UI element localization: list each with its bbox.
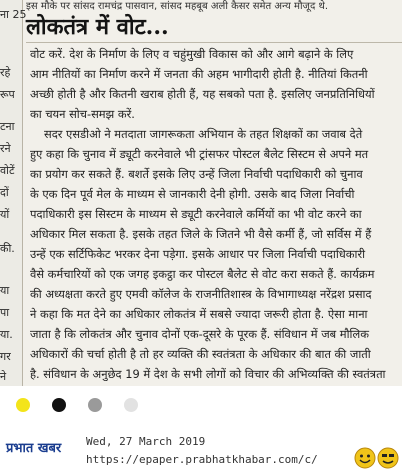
divider	[26, 42, 402, 43]
gray-dot-icon	[88, 398, 102, 412]
color-swatch-row	[0, 392, 402, 424]
left-fragment: पा	[0, 306, 10, 319]
body-line: के एक दिन पूर्व मेल के माध्यम से जानकारी देनी होगी. उसके बाद जिला निर्वाची	[30, 187, 355, 201]
left-fragment: रहे	[0, 66, 11, 79]
body-line: का प्रयोग कर सकते हैं. बशर्ते इसके लिए उन्हें जिला निर्वाची पदाधिकारी को चुनाव	[30, 167, 363, 181]
footer-bar	[0, 428, 402, 472]
body-line: की अध्यक्षता करते हुए एमवी कॉलेज के राजनीतिशास्त्र के विभागाध्यक्ष नरेंद्रश प्रसाद	[30, 287, 372, 301]
body-line: पदाधिकारी इस सिस्टम के माध्यम से ड्यूटी करनेवाले कर्मियों का भी वोट करने का	[30, 207, 362, 221]
left-fragment: ना 25	[0, 8, 27, 21]
left-fragment: या.	[0, 328, 13, 341]
left-fragment: या	[0, 284, 10, 297]
body-line: वोट करें. देश के निर्माण के लिए व चहुंमुखी विकास को और आगे बढ़ाने के लिए	[30, 47, 354, 61]
body-line: सदर एसडीओ ने मतदाता जागरूकता अभियान के तहत शिक्षकों का जवाब देते	[44, 127, 363, 141]
top-cut-line: इस मौके पर सांसद रामचंद्र पासवान, सांसद महबूब अली कैसर समेत अन्य मौजूद थे.	[26, 1, 329, 12]
body-line: अधिकारों की चर्चा होती है तो हर व्यक्ति की स्वतंत्रता के अधिकार की बात की जाती	[30, 347, 371, 361]
publish-date: Wed, 27 March 2019	[86, 435, 206, 448]
body-line: जाता है कि लोकतंत्र और चुनाव दोनों एक-दूसरे के पूरक हैं. संविधान में जब मौलिक	[30, 327, 369, 341]
left-fragment: रने	[0, 142, 11, 155]
source-url[interactable]: https://epaper.prabhatkhabar.com/c/	[86, 453, 318, 466]
light-dot-icon	[124, 398, 138, 412]
left-fragment: दों	[0, 186, 9, 199]
body-line: आम नीतियों का निर्माण करने में जनता की अहम भागीदारी होती है. नीतियां कितनी	[30, 67, 368, 81]
body-line: उन्हें एक सर्टिफिकेट भरकर देना पड़ेगा. इसके आधार पर जिला निर्वाची पदाधिकारी	[30, 247, 366, 261]
left-fragment: टना	[0, 120, 15, 133]
body-line: ने कहा कि मत देने का अधिकार लोकतंत्र में सबसे ज्यादा जरूरी होता है. ऐसा माना	[30, 307, 368, 321]
left-fragment: वोटें	[0, 164, 15, 177]
body-line: अच्छी होती है और कितनी खराब होती हैं, यह सबको पता है. इसलिए जनप्रतिनिधियों	[30, 87, 375, 101]
body-line: वैसे कर्मचारियों को एक जगह इकट्ठा कर पोस्टल बैलेट से वोट करा सकते हैं. कार्यक्रम	[30, 267, 375, 281]
emoji-icons	[354, 446, 400, 470]
left-fragment: यों	[0, 208, 10, 221]
left-fragment: की.	[0, 242, 15, 255]
face-icon	[354, 446, 400, 470]
black-dot-icon	[52, 398, 66, 412]
headline: लोकतंत्र में वोट...	[26, 14, 169, 40]
body-line: हुए कहा कि चुनाव में ड्यूटी करनेवाले भी ट्रांसफर पोस्टल बैलेट सिस्टम से अपने मत	[30, 147, 369, 161]
body-line: का चयन सोच-समझ करें.	[30, 107, 135, 121]
body-line: अधिकार मिल सकता है. इसके तहत जिले के जितने भी वैसे कर्मी हैं, जो सर्विस में हैं	[30, 227, 372, 241]
left-fragment: ने	[0, 370, 7, 383]
left-fragment: रूप	[0, 88, 15, 101]
prabhat-khabar-logo[interactable]: प्रभात खबर	[6, 441, 62, 456]
left-fragment: गर	[0, 350, 11, 363]
left-column-strip	[0, 0, 27, 386]
body-line: है. संविधान के अनुछेद 19 में देश के सभी लोगों को विचार की अभिव्यक्ति की स्वतंत्रता	[30, 367, 386, 381]
yellow-dot-icon	[16, 398, 30, 412]
